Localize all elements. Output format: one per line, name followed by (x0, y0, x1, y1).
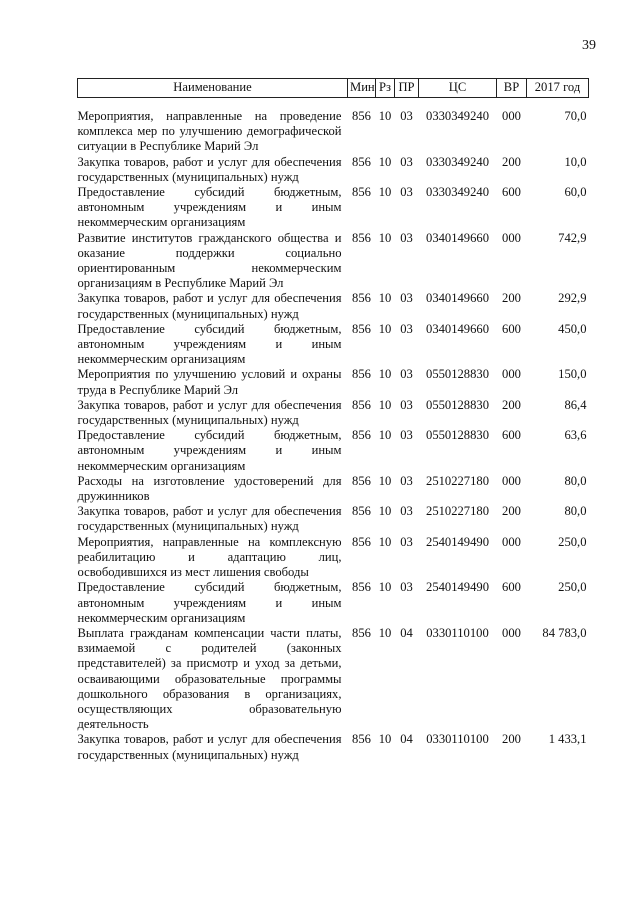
cell-vr: 200 (502, 291, 521, 306)
cell-cs: 0550128830 (426, 367, 489, 382)
cell-cs: 2510227180 (426, 473, 489, 488)
table-row (78, 185, 589, 231)
cell-sum: 742,9 (558, 230, 587, 245)
table-row (78, 291, 589, 321)
header-min: Мин (348, 79, 376, 98)
cell-sum: 63,6 (564, 428, 587, 443)
cell-rz: 10 (378, 109, 392, 123)
table-row (78, 732, 589, 762)
cell-vr: 000 (502, 367, 521, 382)
cell-vr: 200 (502, 732, 521, 747)
cell-name: Расходы на изготовление удостоверений для дружинников (77, 473, 342, 504)
cell-sum: 80,0 (564, 473, 587, 488)
cell-name: Закупка товаров, работ и услуг для обеспечения государственных (муниципальных) нужд (77, 504, 342, 534)
cell-pr: 03 (400, 473, 413, 488)
cell-pr: 04 (400, 732, 413, 747)
cell-name: Предоставление субсидий бюджетным, автономным учреждениям и иным некоммерческим организациям (77, 321, 342, 367)
header-cs: ЦС (419, 79, 497, 98)
table-row (78, 322, 589, 368)
cell-pr: 03 (400, 367, 413, 382)
cell-name: Предоставление субсидий бюджетным, автономным учреждениям и иным некоммерческим организациям (77, 428, 342, 473)
header-vr: ВР (497, 79, 527, 98)
cell-pr: 03 (400, 291, 413, 306)
cell-pr: 03 (400, 397, 413, 412)
cell-min: 856 (352, 580, 371, 595)
cell-rz: 10 (378, 428, 392, 443)
cell-cs: 2540149490 (426, 534, 489, 549)
cell-cs: 2510227180 (426, 504, 489, 519)
cell-name: Закупка товаров, работ и услуг для обеспечения государственных (муниципальных) нужд (77, 397, 342, 428)
cell-vr: 600 (502, 321, 521, 336)
table-row (78, 367, 589, 397)
cell-cs: 2540149490 (426, 580, 489, 595)
cell-min: 856 (352, 321, 371, 336)
cell-vr: 200 (502, 154, 521, 169)
cell-rz: 10 (378, 321, 392, 336)
cell-pr: 03 (400, 428, 413, 443)
cell-sum: 60,0 (564, 185, 587, 200)
cell-rz: 10 (378, 732, 392, 747)
table-row (78, 580, 589, 626)
cell-rz: 10 (378, 397, 392, 412)
table-row (78, 428, 589, 474)
cell-min: 856 (352, 625, 371, 640)
table-row (78, 398, 589, 428)
cell-name: Развитие институтов гражданского общества и оказание поддержки социально ориентированным некоммерческим организациям в Республике Марий Эл (77, 230, 342, 291)
cell-sum: 250,0 (558, 534, 587, 549)
cell-min: 856 (352, 185, 371, 200)
cell-cs: 0550128830 (426, 397, 489, 412)
cell-pr: 03 (400, 230, 413, 245)
cell-name: Закупка товаров, работ и услуг для обеспечения государственных (муниципальных) нужд (77, 154, 342, 184)
cell-pr: 03 (400, 154, 413, 169)
cell-min: 856 (352, 109, 371, 123)
page-number: 39 (582, 38, 596, 53)
cell-cs: 0550128830 (426, 428, 489, 443)
table-row (78, 98, 589, 155)
cell-min: 856 (352, 732, 371, 747)
cell-sum: 1 433,1 (548, 732, 587, 747)
table-header-row (78, 79, 589, 98)
cell-rz: 10 (378, 625, 392, 640)
cell-name: Мероприятия по улучшению условий и охраны труда в Республике Марий Эл (77, 367, 342, 397)
table-row (78, 155, 589, 185)
cell-min: 856 (352, 534, 371, 549)
cell-rz: 10 (378, 230, 392, 245)
cell-name: Мероприятия, направленные на комплексную реабилитацию и адаптацию лиц, освободившихся из мест лишения свободы (77, 534, 342, 580)
cell-name: Закупка товаров, работ и услуг для обеспечения государственных (муниципальных) нужд (77, 732, 342, 762)
header-name: Наименование (78, 79, 348, 98)
cell-rz: 10 (378, 367, 392, 382)
cell-vr: 000 (502, 109, 521, 123)
table-row (78, 231, 589, 292)
table-row (78, 626, 589, 732)
cell-min: 856 (352, 397, 371, 412)
cell-min: 856 (352, 504, 371, 519)
cell-rz: 10 (378, 154, 392, 169)
cell-name: Предоставление субсидий бюджетным, автономным учреждениям и иным некоммерческим организациям (77, 580, 342, 625)
cell-cs: 0340149660 (426, 321, 489, 336)
table-row (78, 474, 589, 504)
table-row (78, 535, 589, 581)
cell-rz: 10 (378, 580, 392, 595)
cell-min: 856 (352, 473, 371, 488)
cell-rz: 10 (378, 291, 392, 306)
cell-sum: 292,9 (558, 291, 587, 306)
header-sum: 2017 год (527, 79, 589, 98)
cell-cs: 0340149660 (426, 230, 489, 245)
table-body (78, 98, 589, 763)
header-rz: Рз (376, 79, 395, 98)
cell-cs: 0330110100 (426, 625, 489, 640)
cell-sum: 250,0 (558, 580, 587, 595)
cell-name: Мероприятия, направленные на проведение комплекса мер по улучшению демографической ситуации в Республике Марий Эл (77, 109, 342, 154)
cell-sum: 80,0 (564, 504, 587, 519)
cell-cs: 0330349240 (426, 154, 489, 169)
budget-table (77, 78, 589, 763)
cell-rz: 10 (378, 185, 392, 200)
cell-name: Закупка товаров, работ и услуг для обеспечения государственных (муниципальных) нужд (77, 291, 342, 321)
cell-pr: 03 (400, 185, 413, 200)
cell-cs: 0330349240 (426, 185, 489, 200)
cell-sum: 10,0 (564, 154, 587, 169)
cell-vr: 600 (502, 428, 521, 443)
cell-pr: 03 (400, 321, 413, 336)
cell-rz: 10 (378, 504, 392, 519)
cell-vr: 000 (502, 625, 521, 640)
cell-min: 856 (352, 291, 371, 306)
cell-pr: 03 (400, 504, 413, 519)
cell-name: Выплата гражданам компенсации части платы, взимаемой с родителей (законных представителей) за присмотр и уход за детьми, осваивающими образовательные программы дошкольного образования в организациях, осуществляющих образовательную деятельность (77, 625, 342, 732)
cell-cs: 0330110100 (426, 732, 489, 747)
cell-name: Предоставление субсидий бюджетным, автономным учреждениям и иным некоммерческим организациям (77, 185, 342, 230)
cell-pr: 03 (400, 580, 413, 595)
cell-vr: 000 (502, 534, 521, 549)
cell-sum: 70,0 (564, 109, 587, 123)
cell-vr: 000 (502, 230, 521, 245)
header-pr: ПР (395, 79, 419, 98)
cell-sum: 450,0 (558, 321, 587, 336)
cell-min: 856 (352, 428, 371, 443)
cell-pr: 03 (400, 109, 413, 123)
cell-sum: 150,0 (558, 367, 587, 382)
cell-sum: 84 783,0 (542, 625, 587, 640)
cell-min: 856 (352, 367, 371, 382)
cell-sum: 86,4 (564, 397, 587, 412)
cell-min: 856 (352, 154, 371, 169)
cell-vr: 200 (502, 397, 521, 412)
cell-vr: 000 (502, 473, 521, 488)
cell-pr: 03 (400, 534, 413, 549)
cell-vr: 600 (502, 580, 521, 595)
cell-cs: 0340149660 (426, 291, 489, 306)
cell-min: 856 (352, 230, 371, 245)
cell-pr: 04 (400, 625, 413, 640)
cell-rz: 10 (378, 534, 392, 549)
cell-cs: 0330349240 (426, 109, 489, 123)
cell-rz: 10 (378, 473, 392, 488)
cell-vr: 600 (502, 185, 521, 200)
cell-vr: 200 (502, 504, 521, 519)
table-row (78, 504, 589, 534)
